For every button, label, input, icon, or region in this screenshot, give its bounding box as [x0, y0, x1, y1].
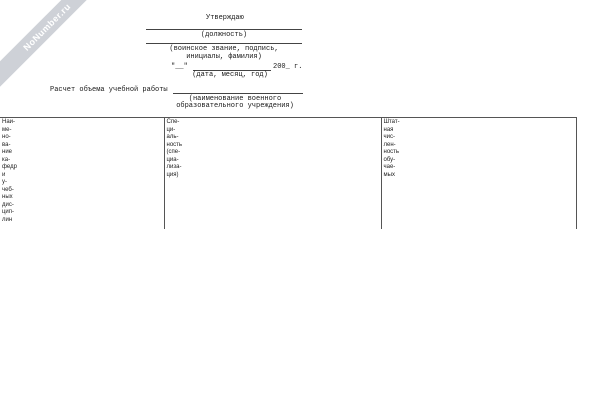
header-line: аль- — [166, 134, 179, 140]
header-line: ние — [2, 149, 13, 155]
header-line: обу- — [383, 156, 396, 163]
header-line: цип- — [2, 209, 15, 215]
header-line: и — [2, 171, 6, 178]
signature-caption-2: инициалы, фамилия) — [186, 53, 262, 61]
workload-table — [0, 117, 577, 229]
header-line: ме- — [2, 126, 12, 133]
header-line: федр — [2, 164, 17, 170]
header-line: чис- — [383, 134, 395, 140]
header-line: Наи- — [2, 119, 16, 125]
header-line: ция) — [166, 171, 179, 178]
header-line: ных — [2, 194, 13, 200]
header-line: Спе- — [166, 119, 180, 125]
signature-caption-1: (воинское звание, подпись, — [169, 45, 279, 53]
header-line: лин — [2, 216, 13, 223]
header-specialty — [164, 118, 381, 230]
header-line: чае- — [383, 164, 396, 170]
header-line: у- — [2, 179, 7, 185]
institution-caption-2: образовательного учреждения) — [176, 102, 294, 110]
header-line: лен- — [383, 141, 396, 148]
header-line: ва- — [2, 141, 11, 148]
date-day: "__" — [171, 63, 188, 71]
position-line — [146, 29, 302, 30]
approval-title: Утверждаю — [206, 14, 244, 22]
header-line: но- — [2, 134, 11, 140]
signature-line — [146, 43, 302, 44]
header-line: мых — [383, 171, 395, 178]
institution-line — [173, 93, 303, 94]
header-line: ная — [383, 126, 394, 133]
institution-caption-1: (наименование военного — [188, 95, 282, 103]
header-line: чеб- — [2, 186, 14, 193]
header-line: Штат- — [383, 119, 400, 125]
date-year: 200_ г. — [273, 63, 303, 71]
header-line: ци- — [166, 126, 176, 133]
header-line: циа- — [166, 156, 179, 163]
watermark-ribbon: NoNumber.ru — [0, 0, 113, 93]
header-department-discipline — [0, 118, 164, 230]
date-caption: (дата, месяц, год) — [192, 71, 268, 79]
header-staff-count — [381, 118, 576, 230]
header-line: ность — [166, 141, 183, 148]
position-caption: (должность) — [200, 31, 248, 39]
header-line: ность — [383, 149, 400, 155]
header-line: дис- — [2, 201, 14, 208]
header-line: лиза- — [166, 164, 182, 170]
header-line: (спе- — [166, 149, 181, 155]
header-line: ка- — [2, 156, 11, 163]
table-header-row — [0, 118, 576, 230]
calc-label: Расчет объема учебной работы — [50, 86, 168, 94]
